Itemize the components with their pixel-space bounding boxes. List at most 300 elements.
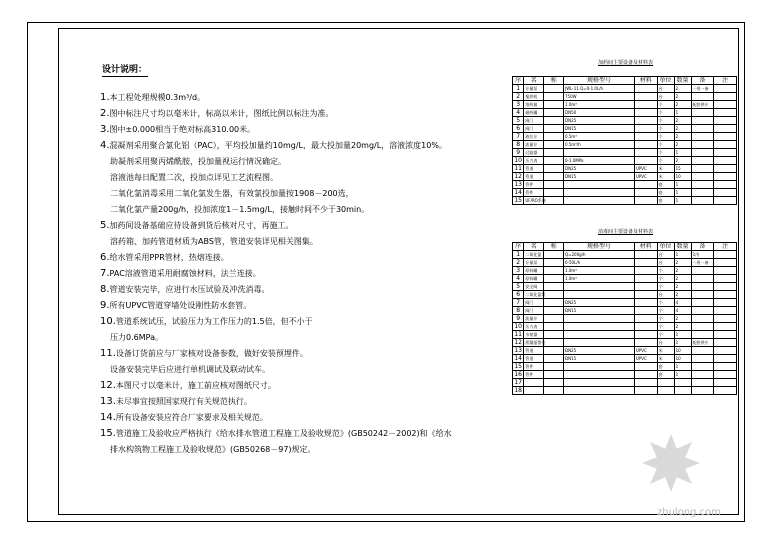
table-row [513,125,737,133]
table-cell: 台 [657,251,674,259]
table-cell: DN15 [564,355,635,363]
design-note-text: 设备订货前应与厂家核对设备参数，做好安装预埋件。 [115,349,308,358]
table-cell [544,125,564,133]
table-cell: 储药罐 [524,109,544,117]
table-cell: 2 [674,315,691,323]
table-cell [714,323,737,331]
table-cell: 管件 [524,363,544,371]
table-cell [544,157,564,165]
table-cell: 二氧化氯 [524,251,544,259]
table-cell [714,181,737,189]
table-cell: DN25 [564,299,635,307]
table-row [513,101,737,109]
table-cell: 流量计 [524,141,544,149]
table-cell: DN15 [564,173,635,181]
table-cell: 搅拌机 [524,93,544,101]
table-cell [714,259,737,267]
design-note [100,124,490,136]
table-cell [714,125,737,133]
table-cell [691,117,714,125]
table-cell [714,141,737,149]
table-cell [691,363,714,371]
table-cell [634,363,657,371]
table-cell: 配套供应 [691,339,714,347]
table-row [513,323,737,331]
notes-title: 设计说明： [102,65,148,75]
table-cell: 泄漏报警仪 [525,339,546,345]
table-cell: 15 [514,362,522,370]
table-cell [564,387,635,395]
table-cell [674,387,691,395]
table-cell [544,283,564,291]
design-note [100,316,490,328]
table-cell [544,291,564,299]
table-cell: 阀门 [524,299,544,307]
table-cell: 安全阀 [524,283,544,291]
table-cell: UPVC [634,355,657,363]
table-cell [714,299,737,307]
table-cell [691,181,714,189]
table-cell [544,251,564,259]
design-note [100,140,490,152]
table-cell: 个 [657,157,674,165]
table-cell: 13 [514,180,522,188]
design-note-number: 3. [100,124,110,135]
table-cell: 台 [657,85,674,93]
table-cell [544,141,564,149]
table-cell [544,93,564,101]
design-note [100,332,490,344]
table-cell [714,355,737,363]
table-cell [634,259,657,267]
table-row [513,315,737,323]
table-cell: 套 [657,197,674,205]
equipment-table-1 [512,76,737,205]
table-row [513,181,737,189]
table-cell [634,267,657,275]
table-cell [544,299,564,307]
table-cell [691,283,714,291]
table-cell: 750W [564,93,635,101]
table-cell [714,331,737,339]
table-row [513,363,737,371]
table1-caption: 加药间主要设备及材料表 [598,60,654,66]
table-cell: 5 [513,283,524,291]
table-cell: 阀门 [524,117,544,125]
design-note [100,300,490,312]
table-cell [691,371,714,379]
table-row [513,339,737,347]
design-note-text: 设备安装完毕后应进行单机调试及联动试车。 [110,365,270,374]
table-cell [564,197,635,205]
table-cell: 管道 [524,347,544,355]
table-cell: 0-1.0MPa [564,157,635,165]
design-note-number: 9. [100,300,110,311]
design-note-text: 管道系统试压，试验压力为工作压力的1.5倍，但不小于 [115,317,313,326]
table-cell: DN25 [564,117,635,125]
table-cell: 管件 [524,189,544,197]
table-header-cell: 名 [524,77,544,85]
design-note [100,92,490,104]
table-row [513,157,737,165]
design-note-text: 管道施工及验收应严格执行《给水排水管道工程施工及验收规范》(GB50242－2002)和《给水 [115,429,452,438]
table-cell [524,387,544,395]
table-cell: DN25 [564,165,635,173]
table-cell [634,275,657,283]
table-row [513,307,737,315]
design-note-text: 管道安装完毕，应进行水压试验及冲洗消毒。 [109,285,270,294]
table-cell [714,157,737,165]
table-row [513,173,737,181]
table-cell: 二氧化氯泵 [525,291,546,297]
table-cell [714,363,737,371]
design-note [100,268,490,280]
table-cell [544,379,564,387]
table-cell [634,315,657,323]
table-cell: 2 [674,117,691,125]
table-cell: 个 [657,141,674,149]
table-cell [544,307,564,315]
table-cell: 2 [674,283,691,291]
table-cell: 个 [657,283,674,291]
table-cell [564,363,635,371]
table-cell: 个 [657,267,674,275]
table-cell [634,331,657,339]
table-cell: 2 [513,93,524,101]
table-cell [714,101,737,109]
table-cell [634,149,657,157]
table-header-cell: 规格型号 [564,243,635,251]
design-note-text: 二氧化氯消毒采用二氧化氯发生器，有效氯投加量按1908－200选， [110,189,354,198]
table-cell [714,307,737,315]
table-cell [634,85,657,93]
table-row [513,299,737,307]
table-cell [544,109,564,117]
table-cell: UPVC [634,347,657,355]
table-cell: 米 [657,355,674,363]
table-cell: 1 [674,149,691,157]
design-note-text: 本工程处理规模0.3m³/d。 [109,93,206,102]
table-cell: 米 [657,173,674,181]
table-header-cell: 规格型号 [564,77,635,85]
table-cell [714,387,737,395]
table-cell [714,267,737,275]
table-header-cell: 数量 [674,77,691,85]
table-cell: 个 [657,117,674,125]
table-cell: 10 [514,156,522,164]
table-cell [714,93,737,101]
design-note [100,188,490,200]
table-cell: 4 [513,109,524,117]
design-note [100,412,490,424]
table-row [513,197,737,205]
table-cell: 1.0m³ [564,101,635,109]
table-cell [544,165,564,173]
table-cell [634,291,657,299]
design-note-text: 图中标注尺寸均以毫米计，标高以米计，图纸比例以标注为准。 [109,109,334,118]
table-cell [714,109,737,117]
design-note [100,348,490,360]
table-cell [544,101,564,109]
table-cell: 套 [657,363,674,371]
table-cell [691,291,714,299]
table-row [513,109,737,117]
table-row [513,251,737,259]
table-row [513,165,737,173]
table-cell [634,125,657,133]
design-note-text: 排水构筑物工程施工及验收规范》(GB50268－97)规定。 [110,445,316,454]
table-cell [544,149,564,157]
design-note [100,252,490,264]
table-cell: 14 [514,354,522,362]
table-header-cell: 材料 [634,243,657,251]
table-cell [634,339,657,347]
table-cell: 2 [513,259,524,267]
table-cell [634,101,657,109]
design-note [100,172,490,184]
table-cell: DN25 [564,347,635,355]
table-cell [691,347,714,355]
table-cell [657,387,674,395]
design-note-number: 12. [100,380,116,391]
table-cell [714,189,737,197]
table-cell: 1.0m³ [564,275,635,283]
table-header-cell: 称 [544,77,564,85]
table-cell [691,125,714,133]
table-cell [544,363,564,371]
design-note-number: 7. [100,268,110,279]
table-header-row [513,77,737,85]
design-note-text: PAC溶液管道采用耐腐蚀材料，法兰连接。 [109,269,261,278]
table-cell: 12 [514,172,522,180]
table-row [513,331,737,339]
table-cell [634,323,657,331]
table-cell: 1 [674,181,691,189]
table-cell [634,307,657,315]
table-cell [634,299,657,307]
table-cell [634,93,657,101]
table-cell [691,275,714,283]
table-cell: 3 [513,267,524,275]
table-header-cell: 备 [691,77,714,85]
table-cell: 8 [513,141,524,149]
table-cell [634,133,657,141]
table-row [513,133,737,141]
table-cell: DN15 [564,125,635,133]
design-note-number: 15. [100,428,116,439]
table-row [513,189,737,197]
table-cell: 14 [514,188,522,196]
design-note-text: 溶液池每日配置二次，投加点详见工艺流程图。 [110,173,278,182]
table-cell: 8 [513,307,524,315]
table-cell: 水射器 [524,331,544,339]
table2-caption: 消毒间主要设备及材料表 [598,229,654,235]
table-cell: 个 [657,149,674,157]
table-cell: 米 [657,165,674,173]
table-cell [691,315,714,323]
table-row [513,267,737,275]
design-note-text: 助凝剂采用聚丙烯酰胺，投加量视运行情况确定。 [110,157,286,166]
table-cell: 2 [674,101,691,109]
table-cell [674,379,691,387]
table-cell: 10 [674,355,691,363]
table-cell [691,109,714,117]
design-note [100,204,490,216]
table-cell: 10 [674,347,691,355]
table-header-cell: 称 [544,243,564,251]
design-note [100,220,490,232]
table-cell: Q=200g/h [564,251,635,259]
table-row [513,387,737,395]
table-cell: 0.5m³ [564,133,635,141]
design-note-text: 所有UPVC管道穿墙处设刚性防水套管。 [109,301,252,310]
table-cell [691,387,714,395]
table-cell: 管道 [524,173,544,181]
table-cell: 个 [657,109,674,117]
table-cell [691,299,714,307]
table-cell: 15 [514,196,522,204]
design-note [100,108,490,120]
table-cell [564,283,635,291]
table-cell: 2 [674,125,691,133]
table-cell: 1 [674,331,691,339]
table-cell: 4 [674,307,691,315]
table-cell: 17 [514,378,522,386]
table-cell: 1 [674,371,691,379]
design-note-text: 加药间设备基础应待设备到货后核对尺寸，再施工。 [109,221,294,230]
table-header-cell: 单位 [657,243,674,251]
table-cell: UPVC [634,165,657,173]
table-cell [634,157,657,165]
design-note [100,428,490,440]
table-cell [544,181,564,189]
table-cell: 个 [657,331,674,339]
design-note-text: 压力0.6MPa。 [110,333,163,342]
table-cell [544,347,564,355]
table-cell: 台 [657,339,674,347]
design-note-number: 14. [100,412,116,423]
table-cell: 压力表 [524,323,544,331]
table-cell [691,189,714,197]
table-cell [564,331,635,339]
table-row [513,347,737,355]
table-cell: 阀门 [524,307,544,315]
design-note [100,156,490,168]
table-cell: 个 [657,133,674,141]
table-row [513,379,737,387]
table-cell: 计量泵 [524,259,544,267]
table-cell [714,133,737,141]
table-cell: 1 [674,189,691,197]
table-cell: 个 [657,323,674,331]
table-cell: 个 [657,315,674,323]
table-cell: 1 [513,251,524,259]
table-cell: 10 [514,322,522,330]
table-cell: 管件 [524,371,544,379]
table-cell: 2 [674,93,691,101]
design-note-text: 所有设备安装应符合厂家要求及相关规范。 [115,413,268,422]
table-cell: 个 [657,125,674,133]
table-cell: 4 [674,299,691,307]
table-cell: 原料罐 [524,275,544,283]
table-cell: 2 [674,141,691,149]
table-cell [714,347,737,355]
table-header-cell: 注 [714,243,737,251]
table-cell: 套 [657,181,674,189]
table-cell: 7 [513,299,524,307]
design-note [100,364,490,376]
equipment-table-2 [512,242,737,395]
table-cell: 1 [674,251,691,259]
design-note-text: 未尽事宜按照国家现行有关规范执行。 [115,397,252,406]
table-cell: 管件 [524,181,544,189]
table-cell [544,197,564,205]
table-row [513,259,737,267]
table-cell [691,197,714,205]
table-cell [634,371,657,379]
table-header-cell: 材料 [634,77,657,85]
table-cell [714,379,737,387]
table-cell [544,275,564,283]
design-note [100,236,490,248]
table-cell [691,323,714,331]
table-cell [564,181,635,189]
design-note-text: 混凝剂采用聚合氯化铝（PAC），平均投加量约10mg/L，最大投加量20mg/L，溶液浓度10%。 [109,141,447,150]
table-cell: DN50 [564,109,635,117]
table-cell: 3 [513,101,524,109]
table-cell [691,267,714,275]
table-cell [634,197,657,205]
table-cell: 原料罐 [524,267,544,275]
table-cell [714,173,737,181]
table-header-cell: 名 [524,243,544,251]
table-cell: 台 [657,291,674,299]
table-cell [564,323,635,331]
table-cell [544,331,564,339]
table-cell: 11 [514,164,522,172]
table-row [513,355,737,363]
table-cell [691,173,714,181]
table-cell: 流量计 [524,315,544,323]
table-cell [564,291,635,299]
table-header-cell: 单位 [657,77,674,85]
table-cell: 2 [674,323,691,331]
table-header-cell: 数量 [674,243,691,251]
table-cell: 2 [674,85,691,93]
table-cell [691,331,714,339]
table-cell: 配套供应 [691,101,714,109]
table-cell: 溶药箱 [524,101,544,109]
table-cell: 16 [514,370,522,378]
table-cell: 个 [657,307,674,315]
table-cell [544,339,564,347]
table-cell [544,85,564,93]
table-cell: 个 [657,275,674,283]
design-note-number: 13. [100,396,116,407]
table-cell [524,379,544,387]
table-cell [564,371,635,379]
table-cell: 管道 [524,165,544,173]
watermark-text: zhulong.com [657,507,722,518]
design-note-text: 本图尺寸以毫米计，施工前应核对图纸尺寸。 [115,381,276,390]
table-cell: 1 [513,85,524,93]
table-cell: 管道 [524,355,544,363]
table-cell [691,133,714,141]
table-cell [691,307,714,315]
table-cell: 1 [674,363,691,371]
table-header-row [513,243,737,251]
table-cell [714,315,737,323]
